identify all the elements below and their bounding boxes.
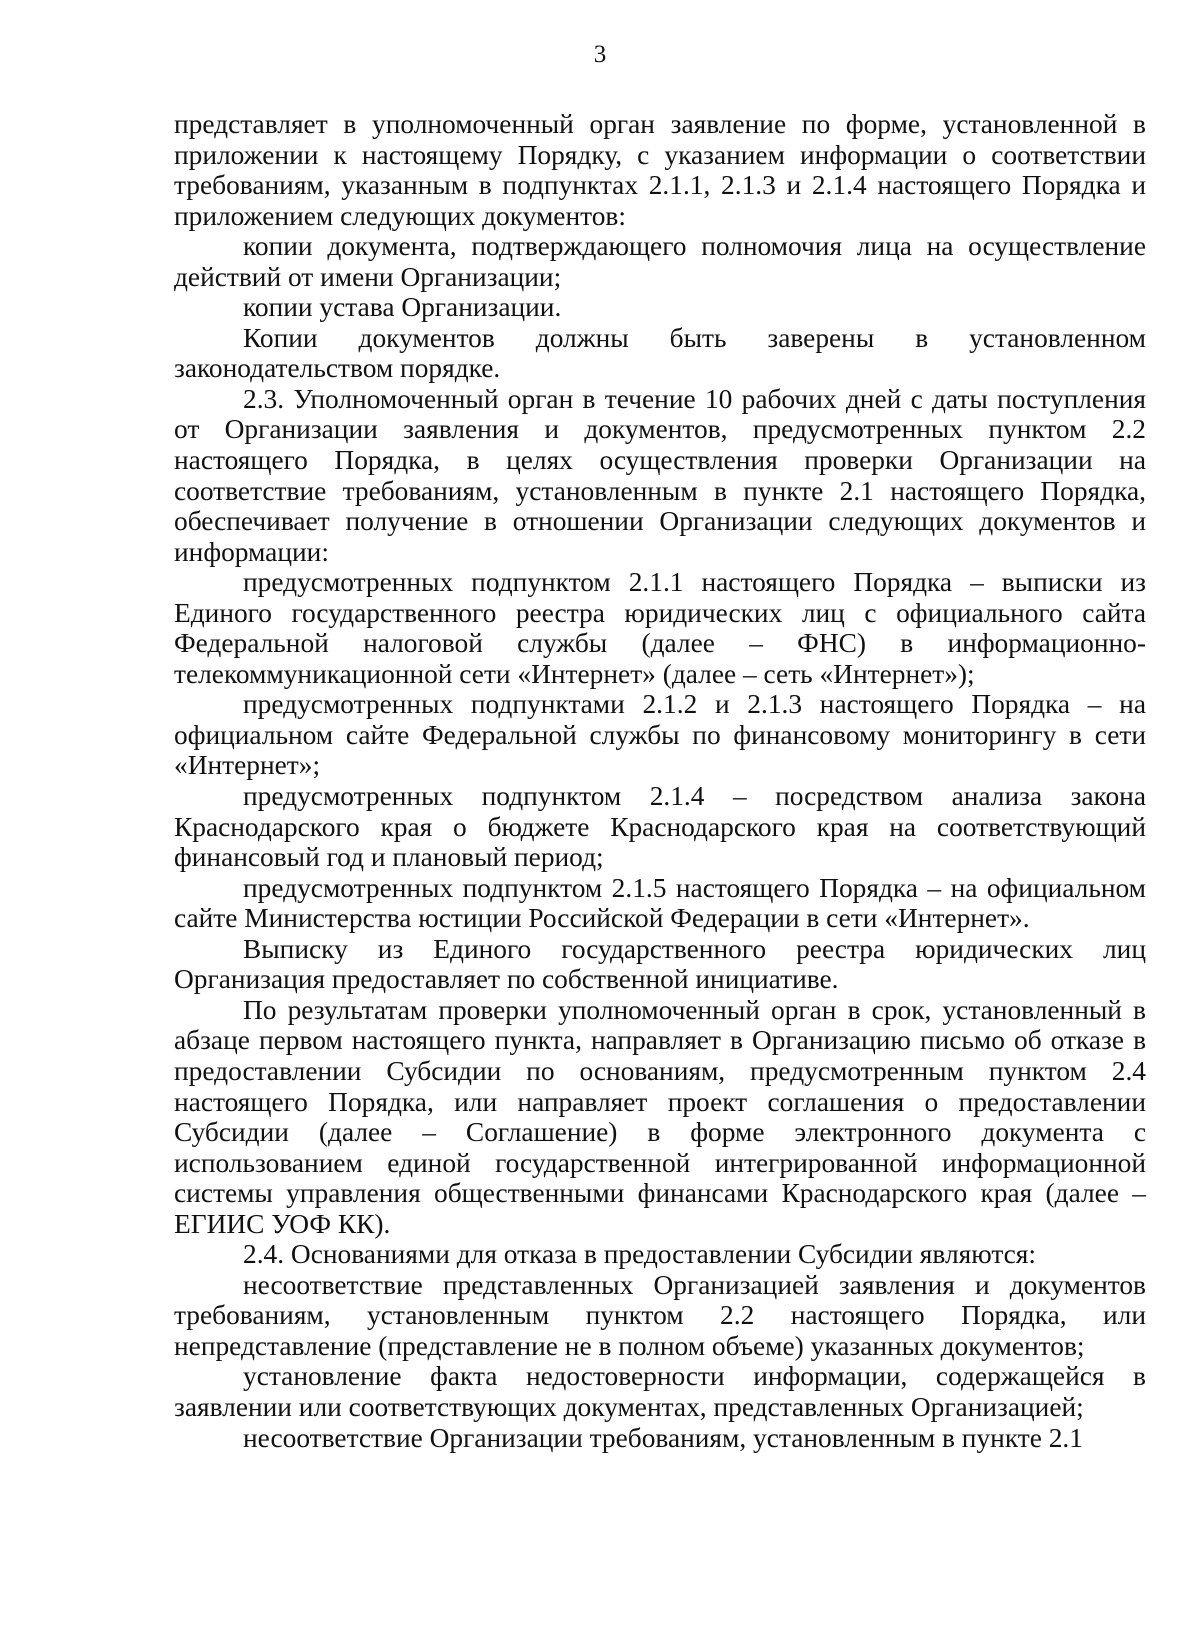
paragraph: копии документа, подтверждающего полномочия лица на осуществление действий от имени Организации;	[174, 231, 1146, 292]
paragraph: Копии документов должны быть заверены в установленном законодательством порядке.	[174, 322, 1146, 384]
document-body	[174, 109, 1146, 1453]
paragraph: Выписку из Единого государственного реестра юридических лиц Организация предоставляет по собственной инициативе.	[174, 933, 1146, 995]
paragraph: 2.3. Уполномоченный орган в течение 10 рабочих дней с даты поступления от Организации заявления и документов, предусмотренных пунктом 2.2 настоящего Порядка, в целях осуществления проверки Организации на соответствие требованиям, установленным в пункте 2.1 настоящего Порядка, обеспечивает получение в отношении Организации следующих документов и информации:	[174, 383, 1146, 567]
paragraph: По результатам проверки уполномоченный орган в срок, установленный в абзаце первом настоящего пункта, направляет в Организацию письмо об отказе в предоставлении Субсидии по основаниям, предусмотренным пунктом 2.4 настоящего Порядка, или направляет проект соглашения о предоставлении Субсидии (далее – Соглашение) в форме электронного документа с использованием единой государственной интегрированной информационной системы управления общественными финансами Краснодарского края (далее – ЕГИИС УОФ КК).	[174, 994, 1146, 1239]
paragraph: несоответствие представленных Организацией заявления и документов требованиям, установленным пунктом 2.2 настоящего Порядка, или непредставление (представление не в полном объеме) указанных документов;	[174, 1269, 1146, 1361]
page-number: 3	[593, 41, 607, 68]
paragraph: копии устава Организации.	[243, 292, 562, 323]
paragraph: предусмотренных подпунктом 2.1.5 настоящего Порядка – на официальном сайте Министерства юстиции Российской Федерации в сети «Интернет».	[174, 872, 1146, 934]
paragraph: предусмотренных подпунктом 2.1.4 – посредством анализа закона Краснодарского края о бюджете Краснодарского края на соответствующий финансовый год и плановый период;	[174, 781, 1146, 873]
paragraph: представляет в уполномоченный орган заявление по форме, установленной в приложении к настоящему Порядку, с указанием информации о соответствии требованиям, указанным в подпунктах 2.1.1, 2.1.3 и 2.1.4 настоящего Порядка и приложением следующих документов:	[174, 109, 1146, 231]
paragraph: 2.4. Основаниями для отказа в предоставлении Субсидии являются:	[243, 1239, 1037, 1270]
paragraph: несоответствие Организации требованиям, установленным в пункте 2.1	[243, 1422, 1083, 1453]
paragraph: установление факта недостоверности информации, содержащейся в заявлении или соответствующих документах, представленных Организацией;	[174, 1361, 1146, 1422]
paragraph: предусмотренных подпунктами 2.1.2 и 2.1.3 настоящего Порядка – на официальном сайте Федеральной службы по финансовому мониторингу в сети «Интернет»;	[174, 689, 1146, 781]
paragraph: предусмотренных подпунктом 2.1.1 настоящего Порядка – выписки из Единого государственного реестра юридических лиц с официального сайта Федеральной налоговой службы (далее – ФНС) в информационно-телекоммуникационной сети «Интернет» (далее – сеть «Интернет»);	[174, 567, 1146, 689]
